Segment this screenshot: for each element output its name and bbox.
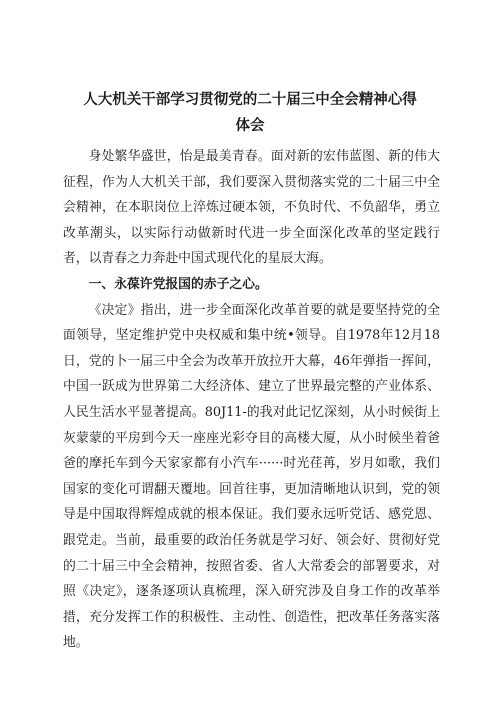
section-1-paragraph: 《决定》指出，进一步全面深化改革首要的就是要坚持党的全面领导，坚定维护党中央权威和集中统•领导。自1978年12月18日，党的卜一届三中全会为改革开放拉开大幕，46年弹指一挥间，中国一跃成为世界第二大经济体、建立了世界最完整的产业体系、人民生活水平显著提高。80J11-的我对此记忆深刻，从小时候街上灰蒙蒙的平房到今天一座座光彩夺目的高楼大厦，从小时候坐着爸爸的摩托车到今天家家都有小汽车······时光荏苒，岁月如歌，我们国家的变化可谓翻天覆地。回首往事，更加清晰地认识到，党的领导是中国取得辉煌成就的根本保证。我们要永远听党话、感党恩、跟党走。当前，最重要的政治任务就是学习好、领会好、贯彻好党的二十届三中全会精神，按照省委、省人大常委会的部署要求，对照《决定》，逐条逐项认真梳理，深入研究涉及自身工作的改革举措，充分发挥工作的积极性、主动性、创造性，把改革任务落实落地。: [63, 302, 440, 651]
document-title: [70, 87, 430, 139]
title-line-2: 体会: [235, 117, 265, 134]
title-line-1: 人大机关干部学习贯彻党的二十届三中全会精神心得: [83, 91, 417, 108]
document-body: [63, 144, 440, 656]
intro-paragraph: 身处繁华盛世，怡是最美青春。面对新的宏伟蓝图、新的伟大征程，作为人大机关干部，我们要深入贯彻落实党的二十届三中全会精神，在本职岗位上淬炼过硬本领，不负时代、不负韶华，勇立改革潮头，以实际行动做新时代进一步全面深化改革的坚定践行者，以青春之力奔赴中国式现代化的星辰大海。: [63, 149, 440, 267]
section-1-heading: 一、永葆许党报国的赤子之心。: [88, 276, 268, 292]
